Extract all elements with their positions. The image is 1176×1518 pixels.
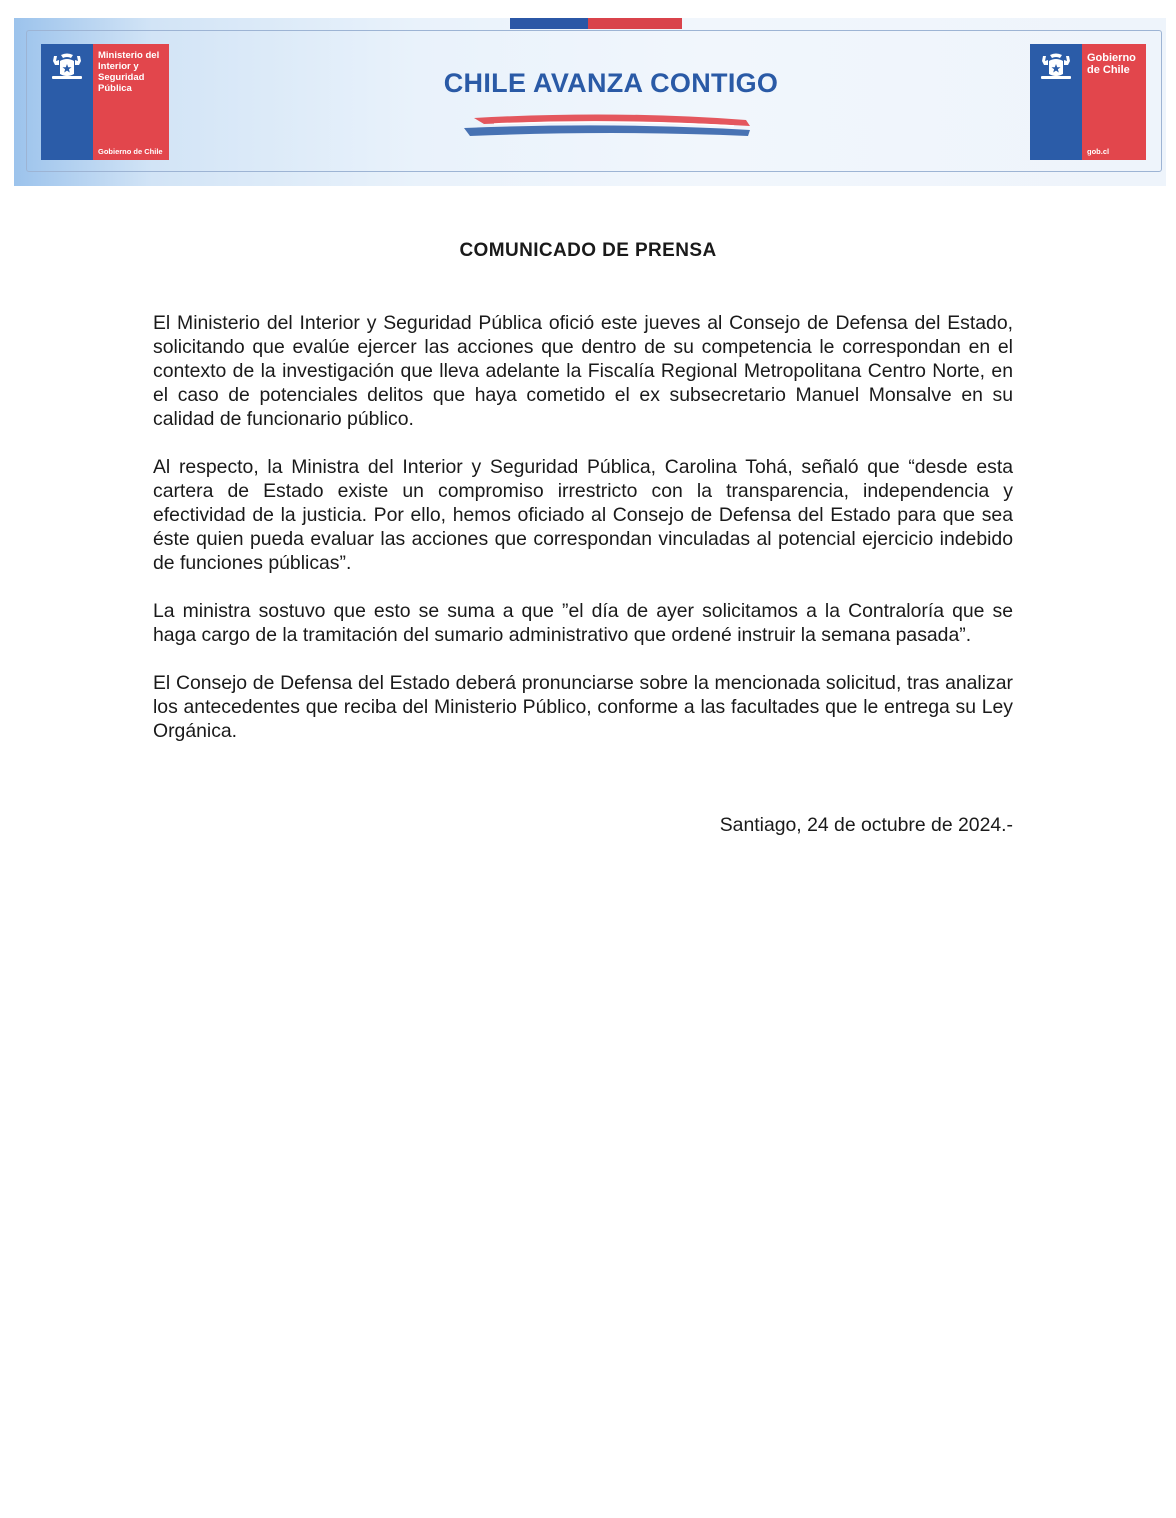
paragraph: Al respecto, la Ministra del Interior y Seguridad Pública, Carolina Tohá, señaló que “desde esta cartera de Estado existe un compromiso irrestricto con la transparencia, independencia y efectividad de la justicia. Por ello, hemos oficiado al Consejo de Defensa del Estado para que sea éste quien pueda evaluar las acciones que correspondan vinculadas al potencial ejercicio indebido de funciones públicas”. (153, 456, 1013, 574)
logo-red-block (1082, 44, 1146, 160)
flag-swoosh-graphic (454, 110, 754, 142)
logo-red-block (93, 44, 169, 160)
ministry-logo (41, 44, 169, 160)
government-logo (1030, 44, 1146, 160)
logo-blue-block (1030, 44, 1082, 160)
place-and-date: Santiago, 24 de octubre de 2024.- (719, 814, 1013, 836)
ministry-name-line: Interior y (98, 61, 139, 72)
chile-coat-of-arms-icon (48, 52, 86, 84)
government-name (1087, 52, 1136, 76)
flag-stripe-blue (510, 18, 588, 29)
government-url: gob.cl (1087, 147, 1110, 156)
paragraph: El Consejo de Defensa del Estado deberá pronunciarse sobre la mencionada solicitud, tras analizar los antecedentes que reciba del Ministerio Público, conforme a las facultades que le entrega su Ley Orgánica. (153, 672, 1013, 742)
header-banner (14, 18, 1166, 186)
document-body (153, 311, 1013, 767)
ministry-name (98, 50, 159, 94)
ministry-footer: Gobierno de Chile (98, 147, 163, 156)
ministry-name-line: Ministerio del (98, 50, 160, 61)
paragraph: El Ministerio del Interior y Seguridad Pública ofició este jueves al Consejo de Defensa del Estado, solicitando que evalúe ejercer las acciones que dentro de su competencia le correspondan en el contexto de la investigación que lleva adelante la Fiscalía Regional Metropolitana Centro Norte, en el caso de potenciales delitos que haya cometido el ex subsecretario Manuel Monsalve en su calidad de funcionario público. (153, 312, 1013, 430)
ministry-name-line: Pública (98, 83, 132, 94)
government-name-line: de Chile (1087, 64, 1130, 76)
banner-frame (26, 30, 1162, 172)
paragraph: La ministra sostuvo que esto se suma a que ”el día de ayer solicitamos a la Contraloría que se haga cargo de la tramitación del sumario administrativo que ordené instruir la semana pasada”. (153, 600, 1013, 646)
flag-stripe-red (588, 18, 682, 29)
ministry-name-line: Seguridad (98, 72, 145, 83)
chile-coat-of-arms-icon (1037, 52, 1075, 84)
government-name-line: Gobierno (1087, 52, 1136, 64)
logo-blue-block (41, 44, 93, 160)
slogan: CHILE AVANZA CONTIGO (443, 68, 779, 98)
document-title: COMUNICADO DE PRENSA (459, 240, 717, 261)
